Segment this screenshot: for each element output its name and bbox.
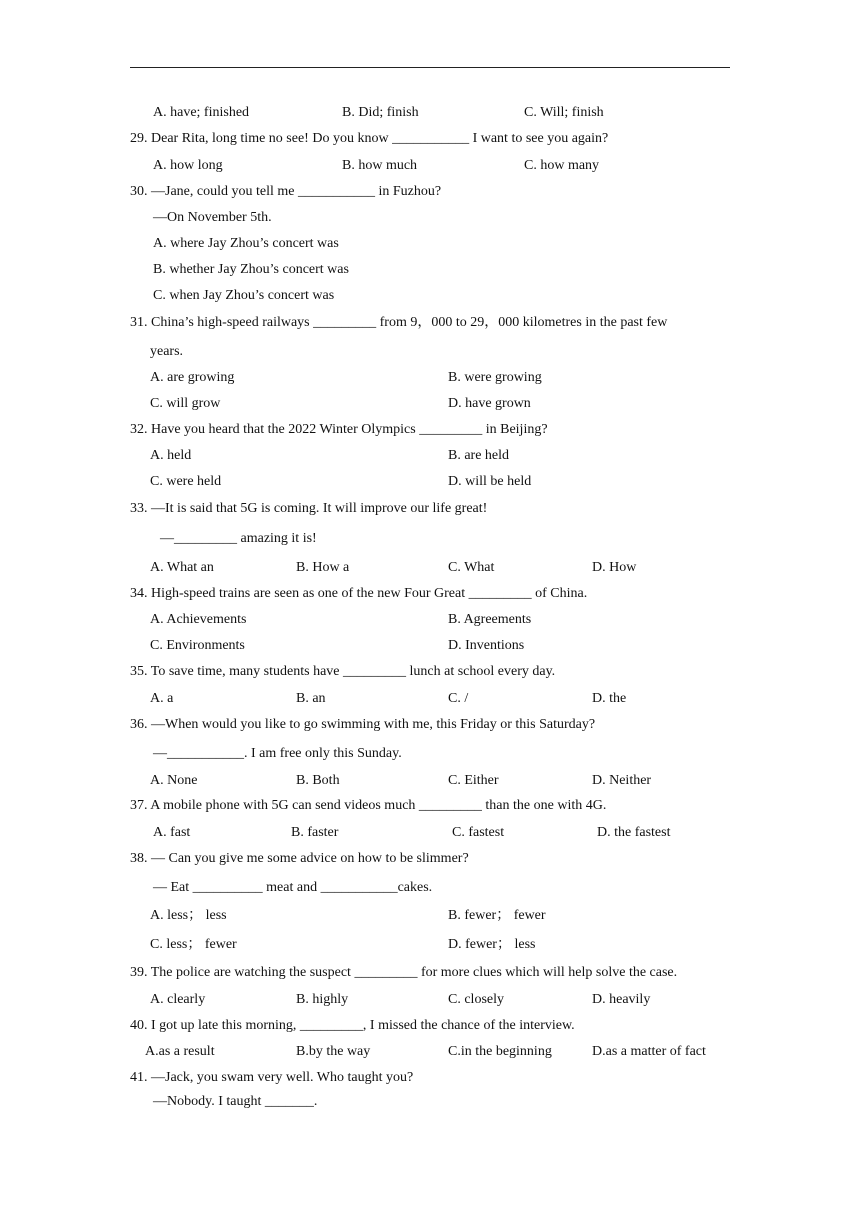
- q32-stem: 32. Have you heard that the 2022 Winter Olympics _________ in Beijing?: [130, 422, 548, 437]
- q30-reply: —On November 5th.: [153, 210, 272, 225]
- q38-option-d: D. fewer； less: [448, 937, 536, 952]
- q37-option-a: A. fast: [153, 825, 191, 840]
- q40-option-d: D.as a matter of fact: [592, 1044, 706, 1059]
- q38-reply: — Eat __________ meat and ___________cakes.: [153, 880, 433, 895]
- q32-option-c: C. were held: [150, 474, 222, 489]
- q31-option-c: C. will grow: [150, 396, 221, 411]
- q38-option-b: B. fewer； fewer: [448, 908, 546, 923]
- q30-option-a: A. where Jay Zhou’s concert was: [153, 236, 339, 251]
- q34-option-d: D. Inventions: [448, 638, 525, 653]
- q33-option-a: A. What an: [150, 560, 214, 575]
- q33-reply: —_________ amazing it is!: [160, 531, 317, 546]
- q28-option-a: A. have; finished: [153, 105, 250, 120]
- q40-option-c: C.in the beginning: [448, 1044, 552, 1059]
- q30-stem: 30. —Jane, could you tell me ___________ in Fuzhou?: [130, 184, 442, 199]
- q34-option-a: A. Achievements: [150, 612, 247, 627]
- q30-option-c: C. when Jay Zhou’s concert was: [153, 288, 335, 303]
- q36-option-a: A. None: [150, 773, 198, 788]
- q34-option-b: B. Agreements: [448, 612, 532, 627]
- q36-option-d: D. Neither: [592, 773, 652, 788]
- q31-option-a: A. are growing: [150, 370, 235, 385]
- q38-option-c: C. less； fewer: [150, 937, 237, 952]
- q34-stem: 34. High-speed trains are seen as one of the new Four Great _________ of China.: [130, 586, 588, 601]
- q38-option-a: A. less； less: [150, 908, 227, 923]
- q40-stem: 40. I got up late this morning, _________, I missed the chance of the interview.: [130, 1018, 575, 1033]
- q39-stem: 39. The police are watching the suspect _________ for more clues which will help solve the case.: [130, 965, 678, 980]
- q37-option-c: C. fastest: [452, 825, 505, 840]
- q28-option-b: B. Did; finish: [342, 105, 419, 120]
- q31-stem: 31. China’s high-speed railways _________ from 9，000 to 29，000 kilometres in the past few: [130, 315, 668, 330]
- q35-stem: 35. To save time, many students have _________ lunch at school every day.: [130, 664, 556, 679]
- q30-option-b: B. whether Jay Zhou’s concert was: [153, 262, 349, 277]
- q35-option-d: D. the: [592, 691, 627, 706]
- q36-option-b: B. Both: [296, 773, 340, 788]
- q37-option-b: B. faster: [291, 825, 339, 840]
- q33-stem: 33. —It is said that 5G is coming. It will improve our life great!: [130, 501, 488, 516]
- q37-option-d: D. the fastest: [597, 825, 671, 840]
- q28-option-c: C. Will; finish: [524, 105, 604, 120]
- q38-stem: 38. — Can you give me some advice on how to be slimmer?: [130, 851, 469, 866]
- q32-option-a: A. held: [150, 448, 192, 463]
- q35-option-a: A. a: [150, 691, 174, 706]
- q39-option-d: D. heavily: [592, 992, 651, 1007]
- q36-option-c: C. Either: [448, 773, 499, 788]
- q40-option-b: B.by the way: [296, 1044, 371, 1059]
- q36-reply: —___________. I am free only this Sunday.: [153, 746, 402, 761]
- q33-option-b: B. How a: [296, 560, 350, 575]
- q39-option-c: C. closely: [448, 992, 504, 1007]
- q32-option-d: D. will be held: [448, 474, 532, 489]
- q32-option-b: B. are held: [448, 448, 510, 463]
- q36-stem: 36. —When would you like to go swimming with me, this Friday or this Saturday?: [130, 717, 596, 732]
- q31-option-d: D. have grown: [448, 396, 531, 411]
- q37-stem: 37. A mobile phone with 5G can send videos much _________ than the one with 4G.: [130, 798, 607, 813]
- q29-option-a: A. how long: [153, 158, 223, 173]
- q29-option-b: B. how much: [342, 158, 418, 173]
- q33-option-d: D. How: [592, 560, 637, 575]
- q29-stem: 29. Dear Rita, long time no see! Do you know ___________ I want to see you again?: [130, 131, 609, 146]
- q34-option-c: C. Environments: [150, 638, 245, 653]
- q29-option-c: C. how many: [524, 158, 600, 173]
- q41-stem: 41. —Jack, you swam very well. Who taught you?: [130, 1070, 414, 1085]
- q41-reply: —Nobody. I taught _______.: [153, 1094, 318, 1109]
- q31-stem-continued: years.: [150, 344, 184, 359]
- q39-option-a: A. clearly: [150, 992, 206, 1007]
- q40-option-a: A.as a result: [145, 1044, 215, 1059]
- q35-option-c: C. /: [448, 691, 469, 706]
- q33-option-c: C. What: [448, 560, 495, 575]
- q39-option-b: B. highly: [296, 992, 349, 1007]
- q31-option-b: B. were growing: [448, 370, 542, 385]
- header-rule: [130, 67, 730, 68]
- q35-option-b: B. an: [296, 691, 326, 706]
